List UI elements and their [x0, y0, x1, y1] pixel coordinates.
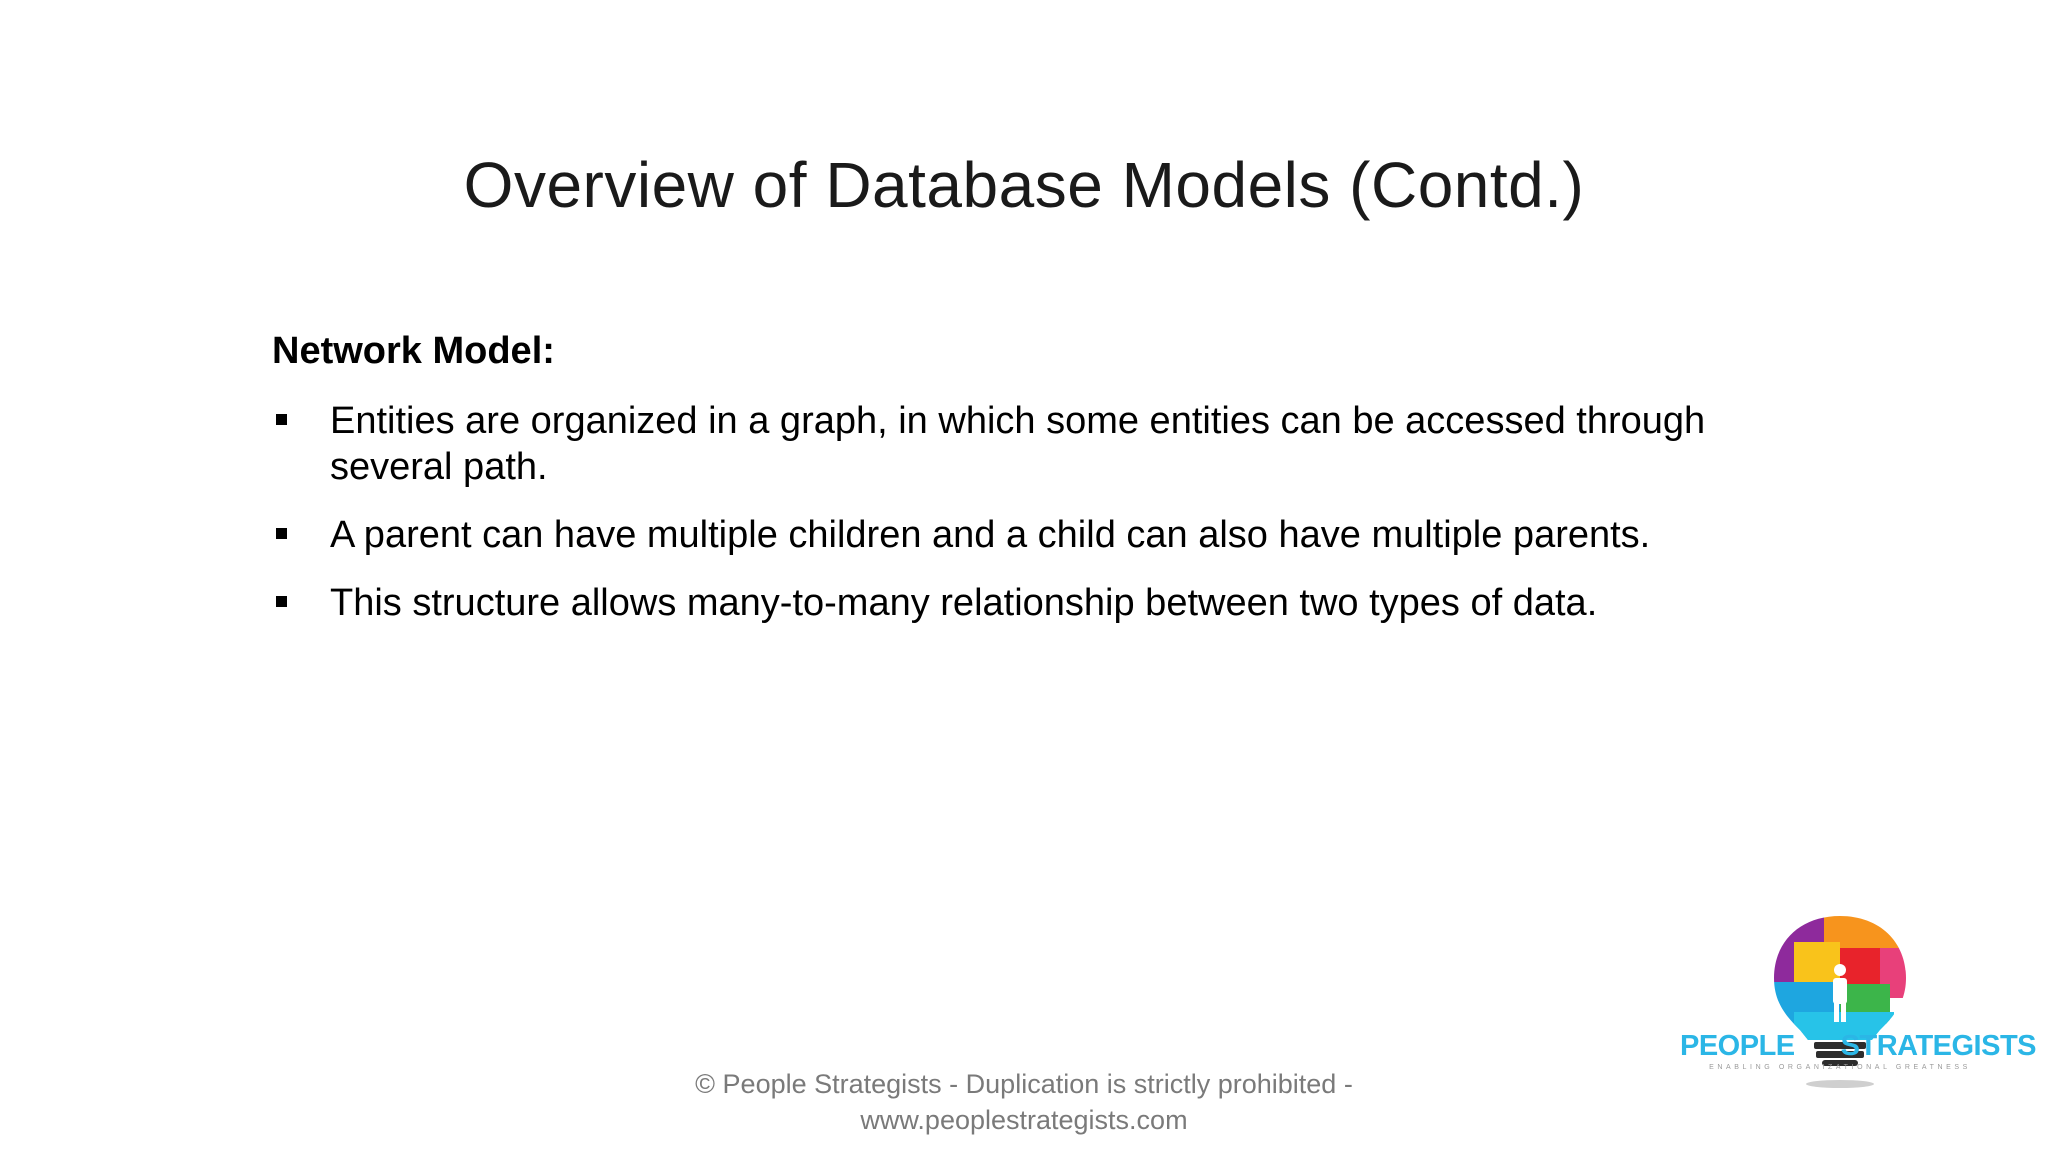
bullet-text: Entities are organized in a graph, in which some entities can be accessed through several path.	[330, 400, 1706, 488]
bullet-item	[272, 580, 1772, 626]
square-bullet-icon	[276, 528, 287, 539]
logo-wordmark	[1680, 1030, 2037, 1063]
footer-website: www.peoplestrategists.com	[860, 1105, 1188, 1135]
footer-copyright: © People Strategists - Duplication is strictly prohibited -	[695, 1069, 1353, 1099]
logo-word-people: PEOPLE	[1680, 1030, 1795, 1062]
bullet-item	[272, 512, 1772, 558]
square-bullet-icon	[276, 596, 287, 607]
bullet-item	[272, 398, 1772, 490]
people-strategists-logo	[1680, 912, 2037, 1092]
square-bullet-icon	[276, 414, 287, 425]
logo-tagline: ENABLING ORGANIZATIONAL GREATNESS	[1709, 1064, 1971, 1071]
slide-title: Overview of Database Models (Contd.)	[463, 149, 1585, 221]
section-heading: Network Model:	[272, 330, 555, 372]
bullet-list	[272, 398, 1772, 648]
bullet-text: This structure allows many-to-many relationship between two types of data.	[330, 582, 1598, 624]
bullet-text: A parent can have multiple children and a child can also have multiple parents.	[330, 514, 1651, 556]
logo-word-strategists: STRATEGISTS	[1840, 1030, 2037, 1062]
